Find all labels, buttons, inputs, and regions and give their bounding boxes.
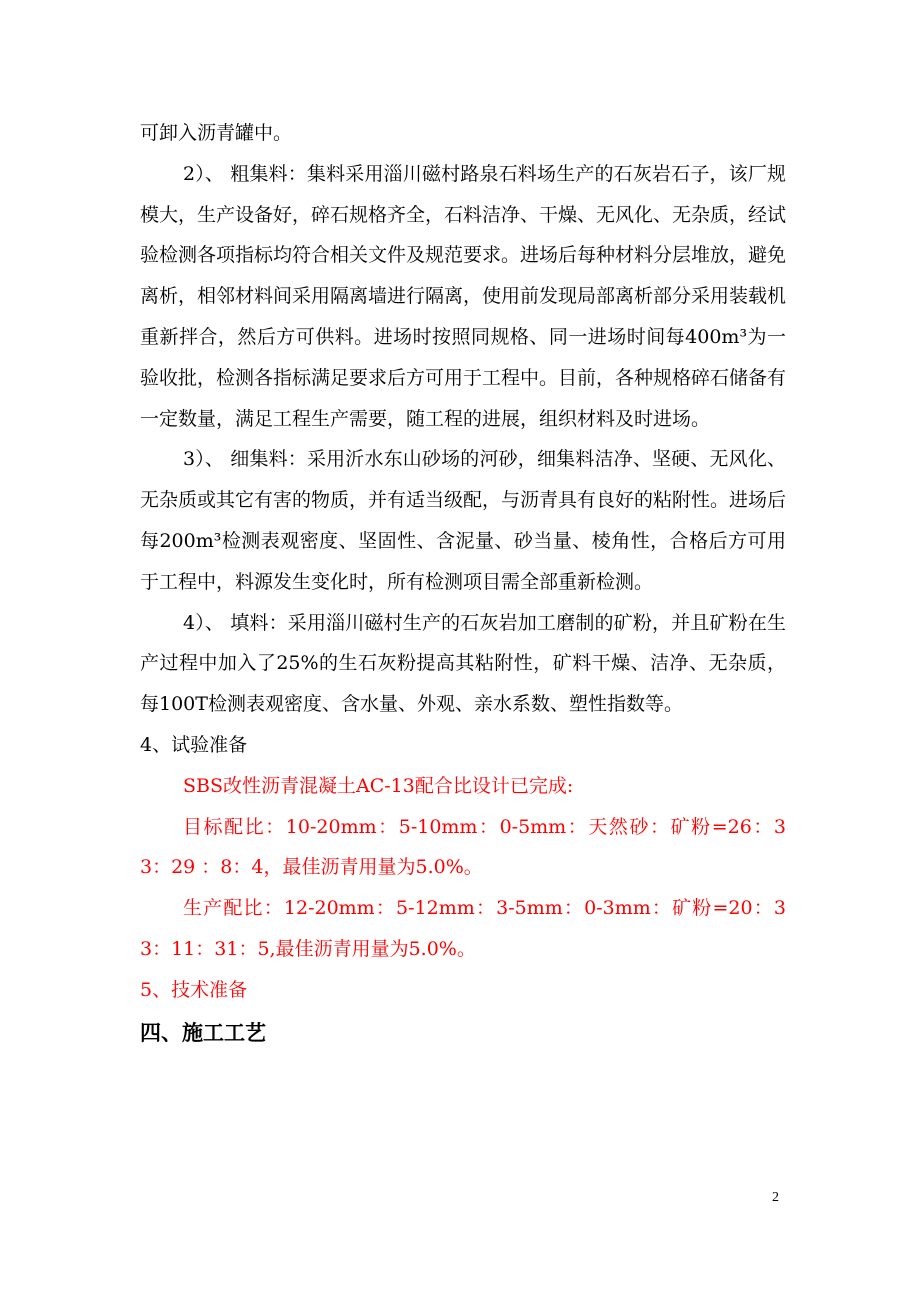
paragraph-coarse-aggregate: 2）、 粗集料：集料采用淄川磁村路泉石料场生产的石灰岩石子，该厂规模大，生产设备好，碎石规格齐全，石料洁净、干燥、无风化、无杂质，经试验检测各项指标均符合相关文件及规范要求。进场后每种材料分层堆放，避免离析，相邻材料间采用隔离墙进行隔离，使用前发现局部离析部分采用装载机重新拌合，然后方可供料。进场时按照同规格、同一进场时间每400m³为一验收批，检测各指标满足要求后方可用于工程中。目前，各种规格碎石储备有一定数量，满足工程生产需要，随工程的进展，组织材料及时进场。 bbox=[140, 162, 787, 430]
paragraph-continuation: 可卸入沥青罐中。 bbox=[140, 122, 293, 144]
paragraph-filler: 4）、 填料：采用淄川磁村生产的石灰岩加工磨制的矿粉，并且矿粉在生产过程中加入了25%的生石灰粉提高其粘附性，矿料干燥、洁净、无杂质，每100T检测表观密度、含水量、外观、亲水系数、塑性指数等。 bbox=[140, 611, 786, 716]
page-number: 2 bbox=[772, 1190, 779, 1205]
section-heading-construction-process: 四、施工工艺 bbox=[140, 1020, 266, 1045]
subheading-test-preparation: 4、试验准备 bbox=[140, 733, 248, 756]
paragraph-fine-aggregate: 3）、 细集料：采用沂水东山砂场的河砂，细集料洁净、坚硬、无风化、无杂质或其它有害的物质，并有适当级配，与沥青具有良好的粘附性。进场后每200m³检测表观密度、坚固性、含泥量、砂当量、棱角性，合格后方可用于工程中，料源发生变化时，所有检测项目需全部重新检测。 bbox=[140, 448, 787, 593]
paragraph-target-ratio: 目标配比：10-20mm：5-10mm：0-5mm：天然砂：矿粉=26：33：29 ：8：4，最佳沥青用量为5.0%。 bbox=[140, 815, 786, 879]
subheading-technical-preparation: 5、技术准备 bbox=[140, 978, 248, 1001]
paragraph-production-ratio: 生产配比：12-20mm：5-12mm：3-5mm：0-3mm：矿粉=20：33：11：31：5,最佳沥青用量为5.0%。 bbox=[140, 897, 786, 960]
paragraph-mix-design-complete: SBS改性沥青混凝土AC-13配合比设计已完成: bbox=[183, 774, 574, 797]
document-body bbox=[140, 113, 786, 1055]
